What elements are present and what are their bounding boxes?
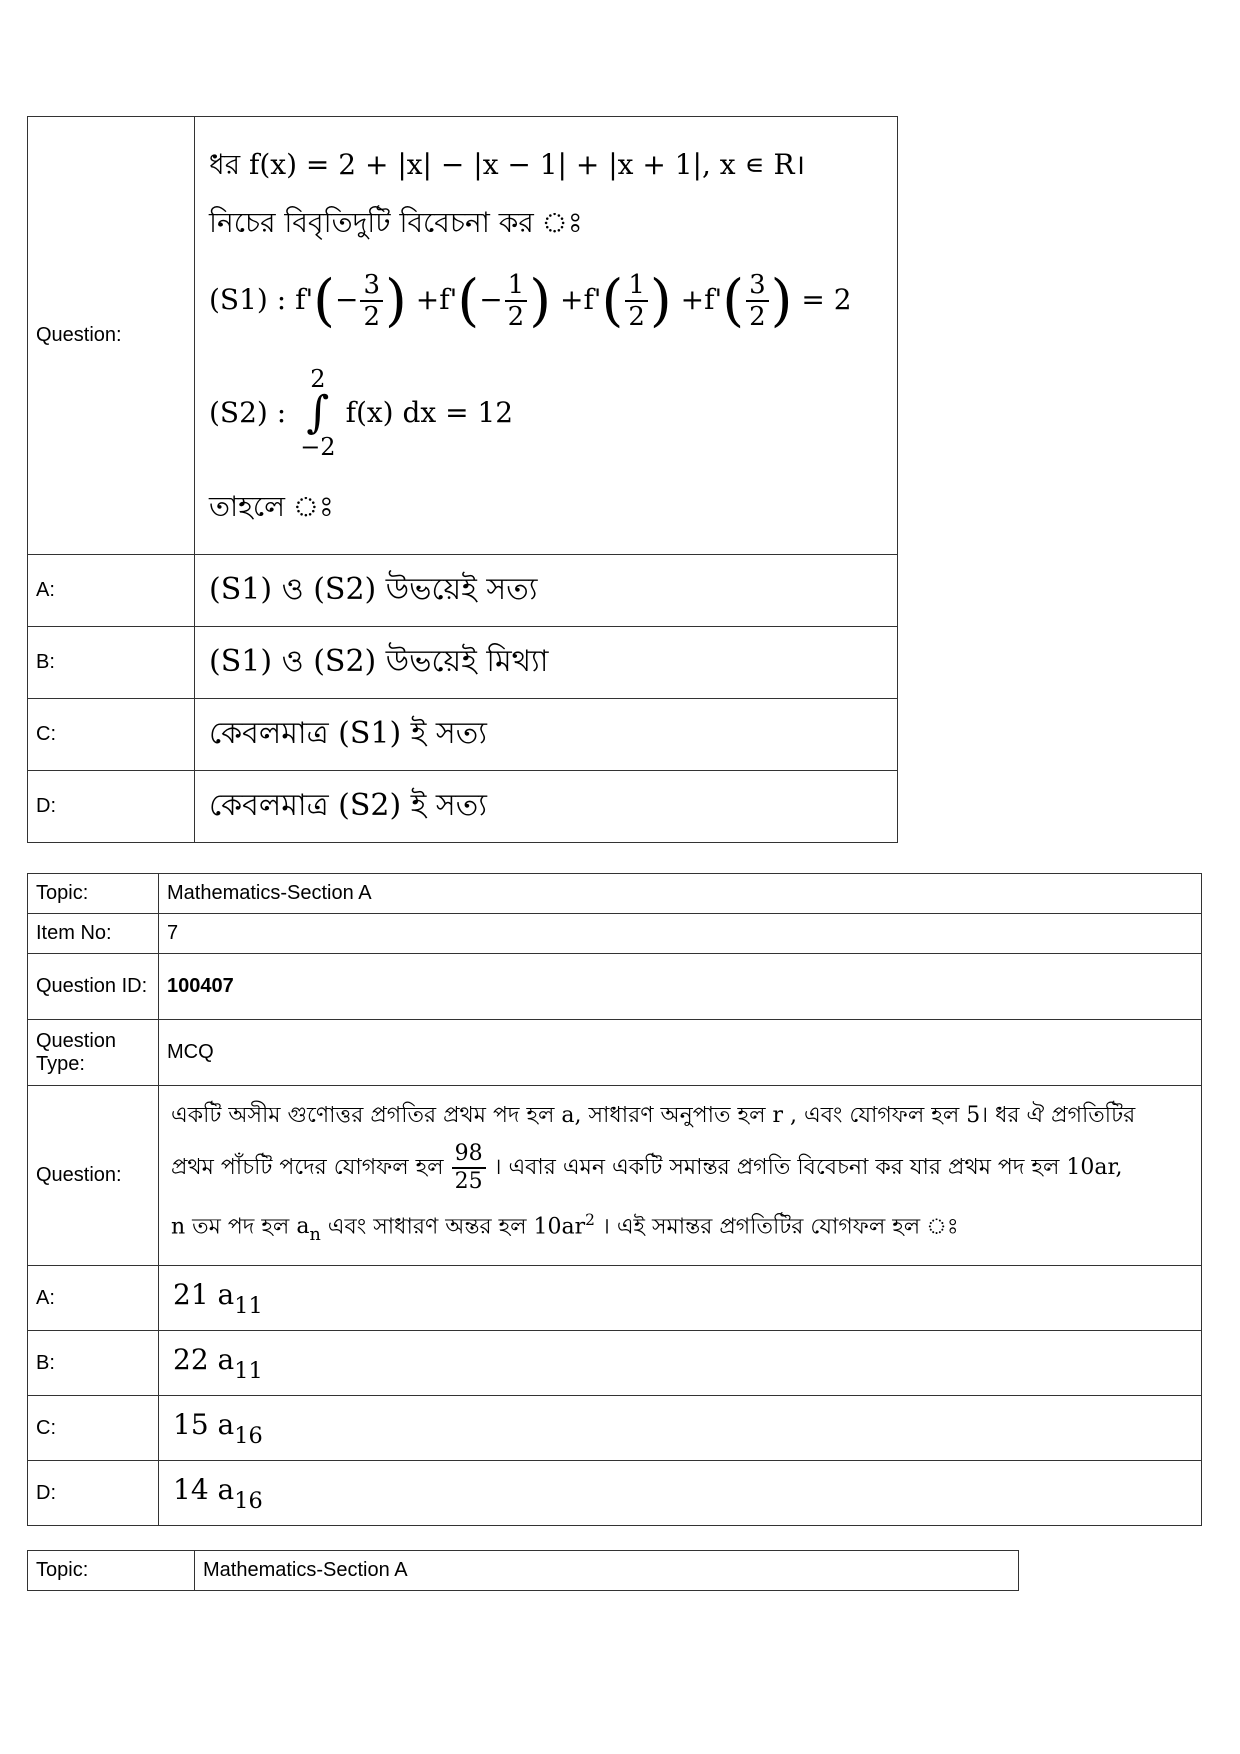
s1-fraction xyxy=(625,272,648,330)
option-label: C: xyxy=(28,699,195,771)
question-id-value: 100407 xyxy=(159,954,1202,1020)
question-table-1 xyxy=(27,116,898,843)
s1-term: f' xyxy=(704,282,723,316)
fraction-denominator: 2 xyxy=(507,302,525,332)
question-label: Question: xyxy=(28,1086,159,1266)
option-coef: 15 xyxy=(173,1407,209,1441)
nth-term-var: a xyxy=(296,1214,310,1240)
s1-fraction xyxy=(360,272,383,330)
option-b-text: (S1) ও (S2) উভয়েই মিথ্যা xyxy=(195,627,898,699)
nth-term xyxy=(296,1214,321,1246)
question-label: Question: xyxy=(28,117,195,555)
option-a-text: (S1) ও (S2) উভয়েই সত্য xyxy=(195,555,898,627)
option-var: a xyxy=(217,1277,235,1311)
s1-sign: − xyxy=(335,282,359,316)
fraction-denominator: 2 xyxy=(363,302,381,332)
option-coef: 21 xyxy=(173,1277,209,1311)
option-sub: 11 xyxy=(234,1292,263,1319)
s1-sign: − xyxy=(479,282,503,316)
item-no-value: 7 xyxy=(159,914,1202,954)
s2-label: (S2) : xyxy=(209,396,287,429)
option-label: D: xyxy=(28,1461,159,1526)
fraction-numerator: 1 xyxy=(505,272,528,302)
sum-fraction xyxy=(452,1143,486,1193)
option-c-text xyxy=(159,1396,1202,1461)
s2-integrand: f(x) dx = 12 xyxy=(345,396,514,429)
s1-label: (S1) : xyxy=(209,282,287,316)
s1-term: f' xyxy=(439,282,458,316)
option-sub: 16 xyxy=(234,1422,263,1449)
s1-fraction xyxy=(746,272,769,330)
option-label: C: xyxy=(28,1396,159,1461)
question-type-label: Question Type: xyxy=(28,1020,159,1086)
topic-label: Topic: xyxy=(28,874,159,914)
question-table-2 xyxy=(27,873,1202,1526)
nth-term-sub: n xyxy=(309,1225,321,1246)
option-d-text xyxy=(159,1461,1202,1526)
s1-fraction xyxy=(505,272,528,330)
option-label: D: xyxy=(28,771,195,843)
s1-term: f' xyxy=(583,282,602,316)
option-coef: 22 xyxy=(173,1342,209,1376)
option-label: B: xyxy=(28,1331,159,1396)
fraction-numerator: 3 xyxy=(746,272,769,302)
question-line-3a: n তম পদ হল xyxy=(171,1214,290,1240)
item-no-label: Item No: xyxy=(28,914,159,954)
option-label: A: xyxy=(28,555,195,627)
option-label: B: xyxy=(28,627,195,699)
option-b-text xyxy=(159,1331,1202,1396)
question-id-label: Question ID: xyxy=(28,954,159,1020)
option-label: A: xyxy=(28,1266,159,1331)
fraction-numerator: 1 xyxy=(625,272,648,302)
question-line-3b: এবং সাধারণ অন্তর হল 10ar xyxy=(327,1214,586,1240)
question-line-1: একটি অসীম গুণোত্তর প্রগতির প্রথম পদ হল a, সাধারণ অনুপাত হল r , এবং যোগফল হল 5। ধর ঐ প্রগতিটির xyxy=(171,1103,1136,1128)
question-line-3 xyxy=(171,1194,1189,1261)
option-var: a xyxy=(217,1407,235,1441)
fraction-denominator: 25 xyxy=(454,1169,483,1194)
topic-value: Mathematics-Section A xyxy=(159,874,1202,914)
question-type-value: MCQ xyxy=(159,1020,1202,1086)
statement-s1: (S1) : f'(− $\frac{3}{2}$ ) +f'(− $\frac{1}{2}$ ) +f'( $\frac{1}{2}$ ) +f'( $\frac{3}{2}$ ) = 2 xyxy=(209,268,852,333)
fraction-denominator: 2 xyxy=(749,302,766,332)
fraction-numerator: 3 xyxy=(360,272,383,302)
question-line-3c: । এই সমান্তর প্রগতিটির যোগফল হল ঃ xyxy=(601,1214,959,1240)
s1-term: f' xyxy=(295,282,314,316)
s1-rhs: = 2 xyxy=(801,282,852,316)
option-d-text: কেবলমাত্র (S2) ই সত্য xyxy=(195,771,898,843)
question-body xyxy=(195,117,898,555)
question-line-2: নিচের বিবৃতিদুটি বিবেচনা কর ঃ xyxy=(209,205,583,239)
option-var: a xyxy=(217,1472,235,1506)
option-var: a xyxy=(217,1342,235,1376)
option-sub: 11 xyxy=(234,1357,263,1384)
question-line-2b: । এবার এমন একটি সমান্তর প্রগতি বিবেচনা কর যার প্রথম পদ হল 10ar, xyxy=(493,1155,1123,1180)
question-line-2a: প্রথম পাঁচটি পদের যোগফল হল xyxy=(171,1155,444,1180)
question-table-3 xyxy=(27,1550,1019,1591)
question-line-1: ধর f(x) = 2 + |x| − |x − 1| + |x + 1|, x ∊ R। xyxy=(209,147,806,181)
option-a-text xyxy=(159,1266,1202,1331)
exponent: 2 xyxy=(585,1211,595,1229)
statement-s2 xyxy=(209,348,883,478)
option-c-text: কেবলমাত্র (S1) ই সত্য xyxy=(195,699,898,771)
topic-value: Mathematics-Section A xyxy=(195,1551,1019,1591)
integral-upper-limit: 2 xyxy=(310,364,326,393)
question-line-end: তাহলে ঃ xyxy=(209,489,334,523)
fraction-numerator: 98 xyxy=(452,1143,486,1169)
fraction-denominator: 2 xyxy=(628,302,645,332)
option-coef: 14 xyxy=(173,1472,209,1506)
question-line-2 xyxy=(171,1142,1189,1194)
integral-sign: 2 ∫ −2 xyxy=(300,364,336,461)
integral-lower-limit: −2 xyxy=(300,432,336,461)
option-sub: 16 xyxy=(234,1487,263,1514)
question-body xyxy=(159,1086,1202,1266)
topic-label: Topic: xyxy=(28,1551,195,1591)
